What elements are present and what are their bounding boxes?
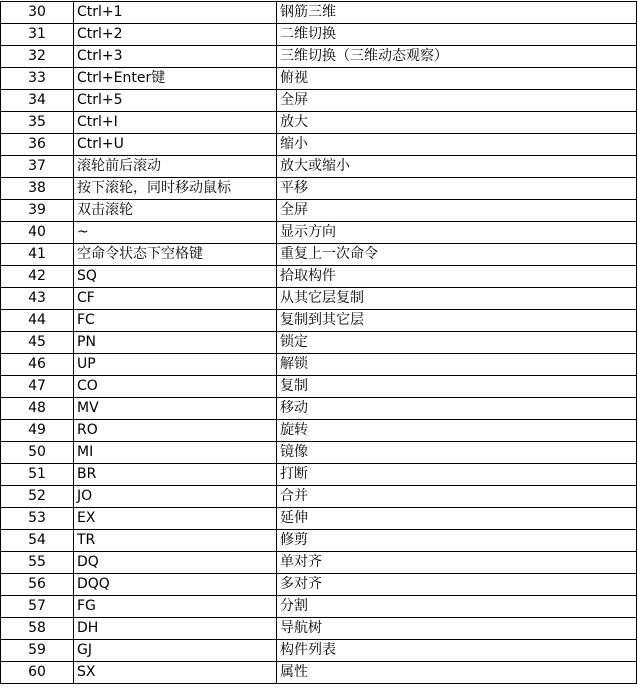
table-row: [1, 552, 637, 574]
shortcut-key: DH: [74, 618, 277, 640]
shortcut-function: 复制: [277, 376, 637, 398]
table-row: [1, 662, 637, 684]
shortcut-function: 打断: [277, 464, 637, 486]
shortcut-key: 双击滚轮: [74, 200, 277, 222]
shortcut-function: 显示方向: [277, 222, 637, 244]
row-number: 45: [1, 332, 74, 354]
shortcut-table: [0, 1, 637, 684]
row-number: 53: [1, 508, 74, 530]
shortcut-key: FG: [74, 596, 277, 618]
shortcut-function: 构件列表: [277, 640, 637, 662]
row-number: 46: [1, 354, 74, 376]
shortcut-function: 多对齐: [277, 574, 637, 596]
row-number: 39: [1, 200, 74, 222]
shortcut-key: Ctrl+5: [74, 90, 277, 112]
row-number: 43: [1, 288, 74, 310]
table-row: [1, 244, 637, 266]
shortcut-table-body: [1, 2, 637, 684]
row-number: 32: [1, 46, 74, 68]
row-number: 55: [1, 552, 74, 574]
shortcut-function: 全屏: [277, 90, 637, 112]
table-row: [1, 46, 637, 68]
shortcut-key: PN: [74, 332, 277, 354]
shortcut-function: 俯视: [277, 68, 637, 90]
row-number: 54: [1, 530, 74, 552]
row-number: 59: [1, 640, 74, 662]
table-row: [1, 618, 637, 640]
shortcut-function: 三维切换（三维动态观察）: [277, 46, 637, 68]
shortcut-function: 重复上一次命令: [277, 244, 637, 266]
table-row: [1, 398, 637, 420]
row-number: 49: [1, 420, 74, 442]
shortcut-function: 钢筋三维: [277, 2, 637, 24]
shortcut-key: SX: [74, 662, 277, 684]
row-number: 31: [1, 24, 74, 46]
shortcut-function: 放大或缩小: [277, 156, 637, 178]
table-row: [1, 508, 637, 530]
table-row: [1, 442, 637, 464]
shortcut-key: CF: [74, 288, 277, 310]
shortcut-key: Ctrl+Enter键: [74, 68, 277, 90]
shortcut-key: MV: [74, 398, 277, 420]
table-row: [1, 354, 637, 376]
row-number: 51: [1, 464, 74, 486]
shortcut-key: Ctrl+U: [74, 134, 277, 156]
shortcut-key: SQ: [74, 266, 277, 288]
shortcut-function: 全屏: [277, 200, 637, 222]
shortcut-key: CO: [74, 376, 277, 398]
shortcut-function: 导航树: [277, 618, 637, 640]
shortcut-key: DQQ: [74, 574, 277, 596]
shortcut-key: ~: [74, 222, 277, 244]
row-number: 52: [1, 486, 74, 508]
row-number: 44: [1, 310, 74, 332]
shortcut-function: 缩小: [277, 134, 637, 156]
table-row: [1, 310, 637, 332]
shortcut-key: UP: [74, 354, 277, 376]
shortcut-key: 滚轮前后滚动: [74, 156, 277, 178]
shortcut-function: 镜像: [277, 442, 637, 464]
table-row: [1, 156, 637, 178]
row-number: 57: [1, 596, 74, 618]
shortcut-function: 从其它层复制: [277, 288, 637, 310]
shortcut-key: EX: [74, 508, 277, 530]
row-number: 36: [1, 134, 74, 156]
row-number: 47: [1, 376, 74, 398]
table-row: [1, 574, 637, 596]
table-row: [1, 24, 637, 46]
shortcut-function: 旋转: [277, 420, 637, 442]
shortcut-key: BR: [74, 464, 277, 486]
shortcut-key: 按下滚轮，同时移动鼠标: [74, 178, 277, 200]
shortcut-function: 复制到其它层: [277, 310, 637, 332]
row-number: 30: [1, 2, 74, 24]
table-row: [1, 266, 637, 288]
table-row: [1, 530, 637, 552]
table-row: [1, 200, 637, 222]
table-row: [1, 596, 637, 618]
shortcut-function: 延伸: [277, 508, 637, 530]
shortcut-function: 拾取构件: [277, 266, 637, 288]
table-row: [1, 134, 637, 156]
shortcut-function: 单对齐: [277, 552, 637, 574]
table-row: [1, 288, 637, 310]
row-number: 41: [1, 244, 74, 266]
shortcut-function: 放大: [277, 112, 637, 134]
shortcut-function: 属性: [277, 662, 637, 684]
shortcut-function: 平移: [277, 178, 637, 200]
row-number: 33: [1, 68, 74, 90]
table-row: [1, 376, 637, 398]
table-row: [1, 68, 637, 90]
row-number: 50: [1, 442, 74, 464]
table-row: [1, 2, 637, 24]
shortcut-key: Ctrl+3: [74, 46, 277, 68]
table-row: [1, 464, 637, 486]
shortcut-function: 移动: [277, 398, 637, 420]
shortcut-function: 修剪: [277, 530, 637, 552]
shortcut-key: JO: [74, 486, 277, 508]
row-number: 60: [1, 662, 74, 684]
shortcut-key: Ctrl+1: [74, 2, 277, 24]
table-row: [1, 640, 637, 662]
table-row: [1, 112, 637, 134]
table-row: [1, 222, 637, 244]
shortcut-key: FC: [74, 310, 277, 332]
table-row: [1, 332, 637, 354]
row-number: 35: [1, 112, 74, 134]
row-number: 34: [1, 90, 74, 112]
table-row: [1, 178, 637, 200]
row-number: 38: [1, 178, 74, 200]
shortcut-key: 空命令状态下空格键: [74, 244, 277, 266]
table-row: [1, 420, 637, 442]
table-row: [1, 486, 637, 508]
row-number: 42: [1, 266, 74, 288]
row-number: 37: [1, 156, 74, 178]
shortcut-function: 解锁: [277, 354, 637, 376]
shortcut-key: RO: [74, 420, 277, 442]
shortcut-key: Ctrl+2: [74, 24, 277, 46]
shortcut-key: Ctrl+I: [74, 112, 277, 134]
row-number: 40: [1, 222, 74, 244]
shortcut-key: MI: [74, 442, 277, 464]
row-number: 56: [1, 574, 74, 596]
shortcut-function: 合并: [277, 486, 637, 508]
shortcut-function: 二维切换: [277, 24, 637, 46]
row-number: 48: [1, 398, 74, 420]
shortcut-key: TR: [74, 530, 277, 552]
table-row: [1, 90, 637, 112]
shortcut-function: 分割: [277, 596, 637, 618]
shortcut-table-sheet: [0, 1, 636, 684]
shortcut-key: GJ: [74, 640, 277, 662]
shortcut-key: DQ: [74, 552, 277, 574]
shortcut-function: 锁定: [277, 332, 637, 354]
row-number: 58: [1, 618, 74, 640]
